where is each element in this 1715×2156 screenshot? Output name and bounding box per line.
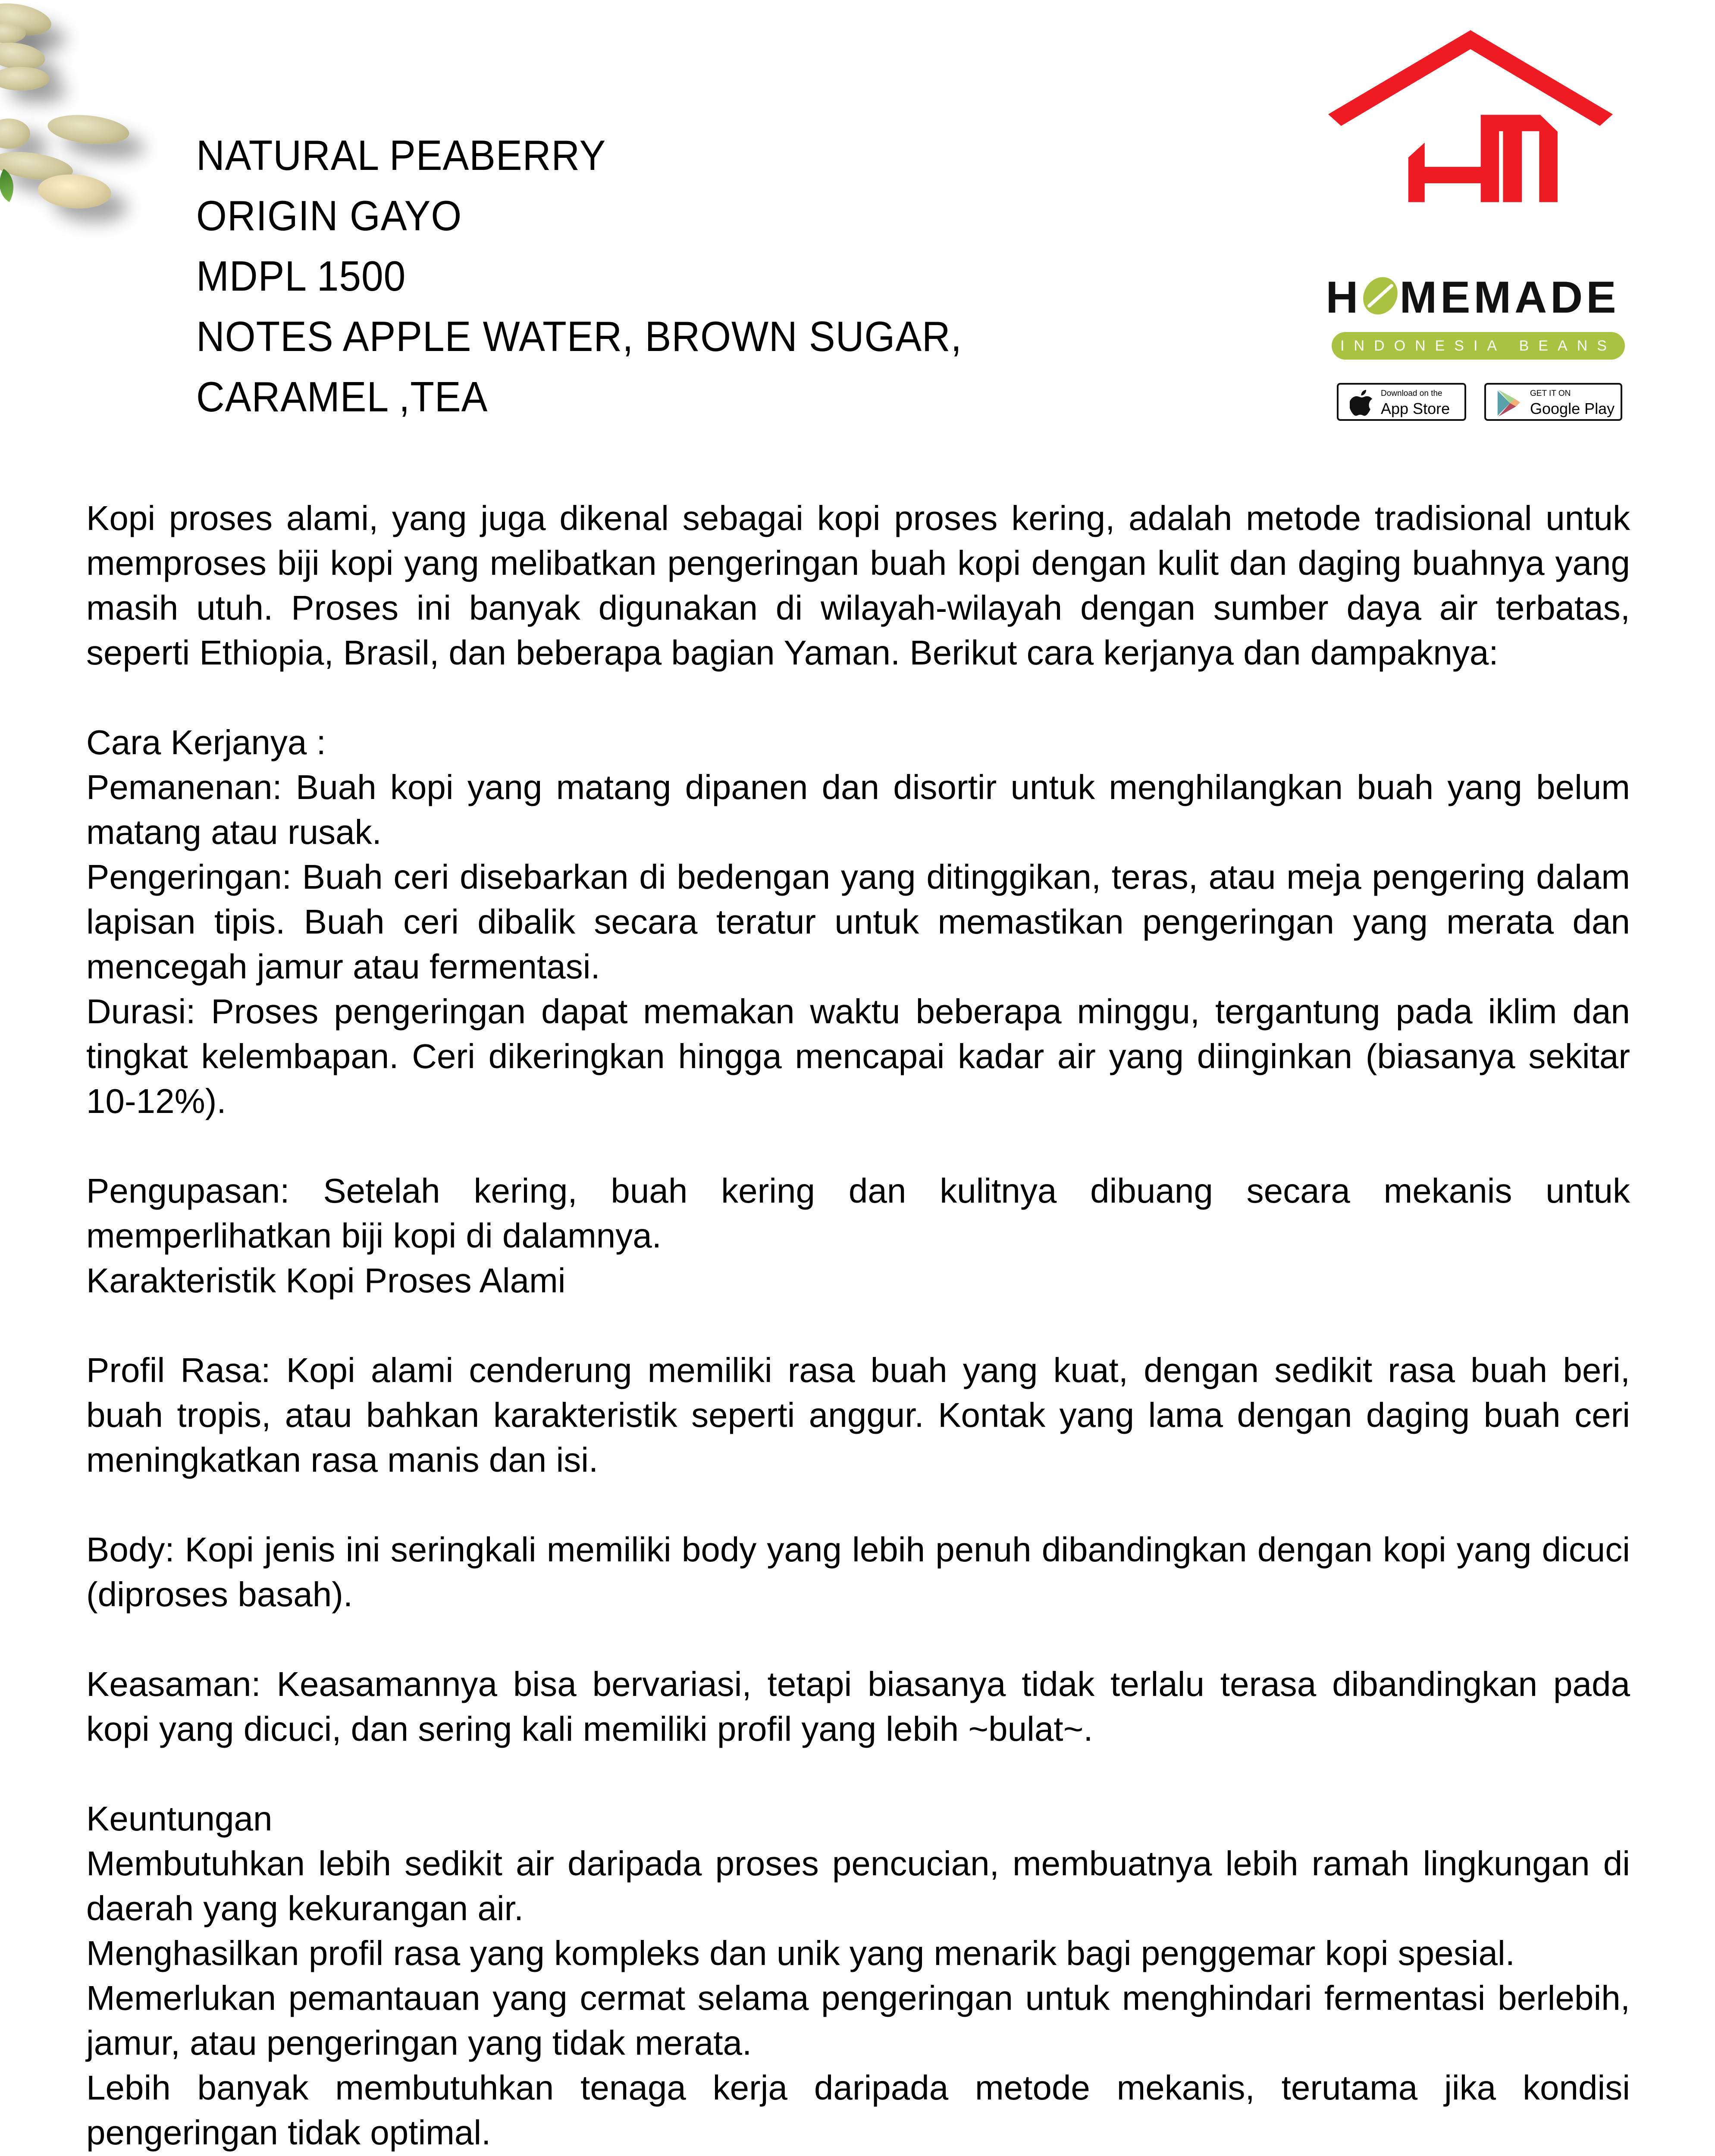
- google-play-label: Google Play: [1530, 400, 1615, 417]
- step-pengeringan: Pengeringan: Buah ceri disebarkan di bedengan yang ditinggikan, teras, atau meja pengering dalam lapisan tipis. Buah ceri dibalik secara teratur untuk memastikan pengeringan yang merata dan mencegah jamur atau fermentasi.: [86, 858, 1630, 986]
- profil-rasa: Profil Rasa: Kopi alami cenderung memiliki rasa buah yang kuat, dengan sedikit rasa buah beri, buah tropis, atau bahkan karakteristik seperti anggur. Kontak yang lama dengan daging buah ceri meningkatkan rasa manis dan isi.: [86, 1351, 1630, 1479]
- brand-prefix: H: [1326, 273, 1362, 323]
- keuntungan-item: Lebih banyak membutuhkan tenaga kerja daripada metode mekanis, terutama jika kondisi pengeringan tidak optimal.: [86, 2068, 1630, 2152]
- coffee-bean-icon: [1357, 271, 1405, 321]
- step-pengupasan: Pengupasan: Setelah kering, buah kering dan kulitnya dibuang secara mekanis untuk memperlihatkan biji kopi di dalamnya.: [86, 1172, 1630, 1255]
- article-body: [86, 496, 1630, 2156]
- coffee-info: [196, 125, 1020, 427]
- info-origin: ORIGIN GAYO: [196, 192, 462, 239]
- apple-icon: [1350, 390, 1374, 417]
- keuntungan-item: Membutuhkan lebih sedikit air daripada proses pencucian, membuatnya lebih ramah lingkungan di daerah yang kekurangan air.: [86, 1844, 1630, 1927]
- keuntungan-item: Memerlukan pemantauan yang cermat selama pengeringan untuk menghindari fermentasi berlebih, jamur, atau pengeringan yang tidak merata.: [86, 1979, 1630, 2062]
- info-notes: NOTES APPLE WATER, BROWN SUGAR,: [196, 313, 962, 360]
- google-play-small-label: GET IT ON: [1530, 389, 1571, 398]
- section-heading-cara-kerja: Cara Kerjanya :: [86, 723, 326, 761]
- green-coffee-beans-image: [0, 0, 181, 466]
- step-pemanenan: Pemanenan: Buah kopi yang matang dipanen dan disortir untuk menghilangkan buah yang belum matang atau rusak.: [86, 768, 1630, 851]
- section-heading-karakteristik: Karakteristik Kopi Proses Alami: [86, 1261, 566, 1300]
- homemade-logo: [1307, 26, 1639, 431]
- app-store-small-label: Download on the: [1381, 389, 1442, 398]
- google-play-badge[interactable]: [1484, 383, 1622, 421]
- info-notes-cont: CARAMEL ,TEA: [196, 373, 488, 420]
- brand-tagline: INDONESIA BEANS: [1332, 332, 1625, 360]
- google-play-icon: [1496, 390, 1521, 417]
- keuntungan-item: Menghasilkan profil rasa yang kompleks dan unik yang menarik bagi penggemar kopi spesial.: [86, 1934, 1515, 1972]
- brand-suffix: MEMADE: [1399, 273, 1620, 323]
- keasaman: Keasaman: Keasamannya bisa bervariasi, tetapi biasanya tidak terlalu terasa dibandingkan pada kopi yang dicuci, dan sering kali memiliki profil yang lebih ~bulat~.: [86, 1665, 1630, 1748]
- body-characteristic: Body: Kopi jenis ini seringkali memiliki body yang lebih penuh dibandingkan dengan kopi yang dicuci (diproses basah).: [86, 1530, 1630, 1614]
- app-store-label: App Store: [1381, 400, 1450, 417]
- section-heading-keuntungan: Keuntungan: [86, 1799, 273, 1838]
- info-altitude: MDPL 1500: [196, 252, 406, 300]
- step-durasi: Durasi: Proses pengeringan dapat memakan waktu beberapa minggu, tergantung pada iklim dan tingkat kelembapan. Ceri dikeringkan hingga mencapai kadar air yang diinginkan (biasanya sekitar 10-12%).: [86, 992, 1630, 1120]
- info-variety: NATURAL PEABERRY: [196, 132, 606, 179]
- house-hm-icon: [1307, 26, 1639, 267]
- app-store-badge[interactable]: [1337, 383, 1466, 421]
- intro-paragraph: Kopi proses alami, yang juga dikenal sebagai kopi proses kering, adalah metode tradisional untuk memproses biji kopi yang melibatkan pengeringan buah kopi dengan kulit dan daging buahnya yang masih utuh. Proses ini banyak digunakan di wilayah-wilayah dengan sumber daya air terbatas, seperti Ethiopia, Brasil, dan beberapa bagian Yaman. Berikut cara kerjanya dan dampaknya:: [86, 499, 1630, 672]
- brand-name: [1315, 272, 1630, 323]
